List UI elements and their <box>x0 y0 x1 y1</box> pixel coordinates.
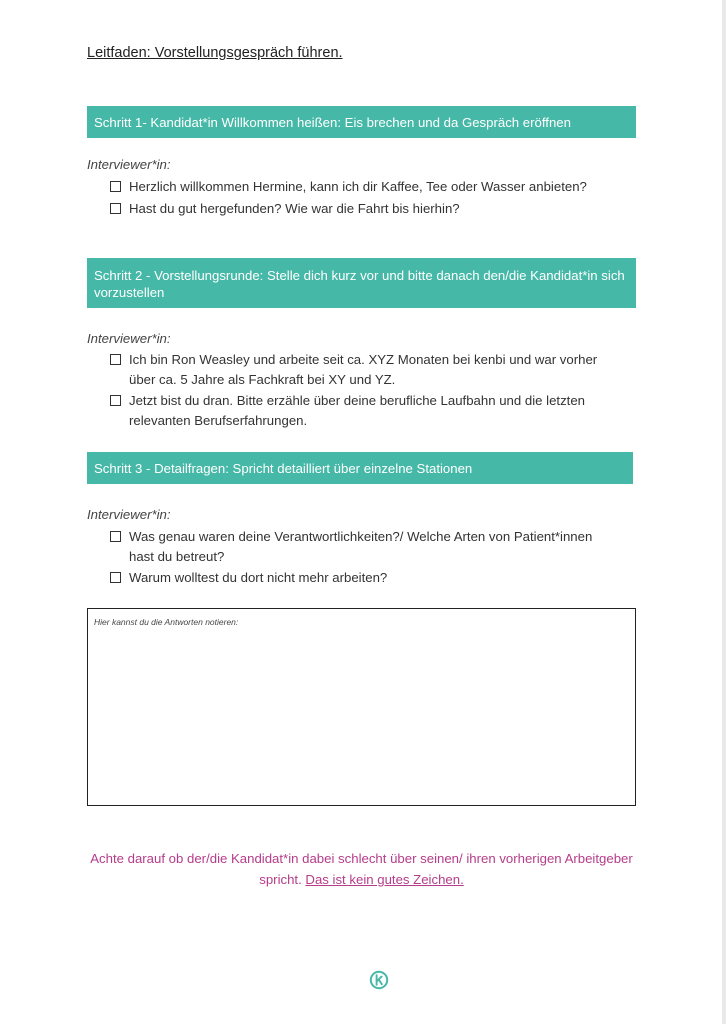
step-2-role: Interviewer*in: <box>87 331 171 346</box>
warning-note <box>87 848 636 890</box>
checklist-item-text: Hast du gut hergefunden? Wie war die Fahrt bis hierhin? <box>129 200 460 216</box>
step-3-checklist <box>110 527 610 590</box>
checklist-item-text: Ich bin Ron Weasley und arbeite seit ca. XYZ Monaten bei kenbi und war vorher über ca. 5 Jahre als Fachkraft bei XY und YZ. <box>129 352 598 387</box>
checkbox[interactable] <box>110 572 121 583</box>
step-2-checklist <box>110 350 610 432</box>
step-2-heading <box>87 258 636 308</box>
checklist-item <box>110 391 610 430</box>
checkbox[interactable] <box>110 203 121 214</box>
step-2-heading-text: Schritt 2 - Vorstellungsrunde: Stelle dich kurz vor und bitte danach den/die Kandidat*in sich vorzustellen <box>94 267 625 300</box>
notes-label: Hier kannst du die Antworten notieren: <box>94 617 239 627</box>
checklist-item-text: Was genau waren deine Verantwortlichkeiten?/ Welche Arten von Patient*innen hast du betreut? <box>129 529 593 564</box>
checklist-item <box>110 350 610 389</box>
warning-text: Achte darauf ob der/die Kandidat*in dabei schlecht über seinen/ ihren vorherigen Arbeitgeber spricht. <box>90 851 633 887</box>
checkbox[interactable] <box>110 181 121 192</box>
warning-emphasis: Das ist kein gutes Zeichen. <box>305 872 464 887</box>
document-title: Leitfaden: Vorstellungsgespräch führen. <box>87 45 343 61</box>
kenbi-logo-icon <box>369 970 389 990</box>
checklist-item <box>110 527 610 566</box>
checklist-item-text: Herzlich willkommen Hermine, kann ich dir Kaffee, Tee oder Wasser anbieten? <box>129 179 587 194</box>
checkbox[interactable] <box>110 354 121 365</box>
step-3-heading <box>87 452 633 484</box>
checkbox[interactable] <box>110 531 121 542</box>
step-3-role: Interviewer*in: <box>87 507 171 522</box>
checklist-item-text: Warum wolltest du dort nicht mehr arbeiten? <box>129 570 388 585</box>
step-1-heading-text: Schritt 1- Kandidat*in Willkommen heißen: Eis brechen und da Gespräch eröffnen <box>94 114 571 130</box>
checklist-item-text: Jetzt bist du dran. Bitte erzähle über deine berufliche Laufbahn und die letzten relevanten Berufserfahrungen. <box>129 393 586 428</box>
checklist-item <box>110 199 610 219</box>
checkbox[interactable] <box>110 395 121 406</box>
window-edge <box>722 0 726 1024</box>
step-1-role: Interviewer*in: <box>87 157 171 172</box>
step-3-heading-text: Schritt 3 - Detailfragen: Spricht detailliert über einzelne Stationen <box>94 460 473 476</box>
checklist-item <box>110 568 610 588</box>
step-1-checklist <box>110 177 610 220</box>
step-1-heading <box>87 106 636 138</box>
notes-field[interactable] <box>87 608 636 806</box>
checklist-item <box>110 177 610 197</box>
